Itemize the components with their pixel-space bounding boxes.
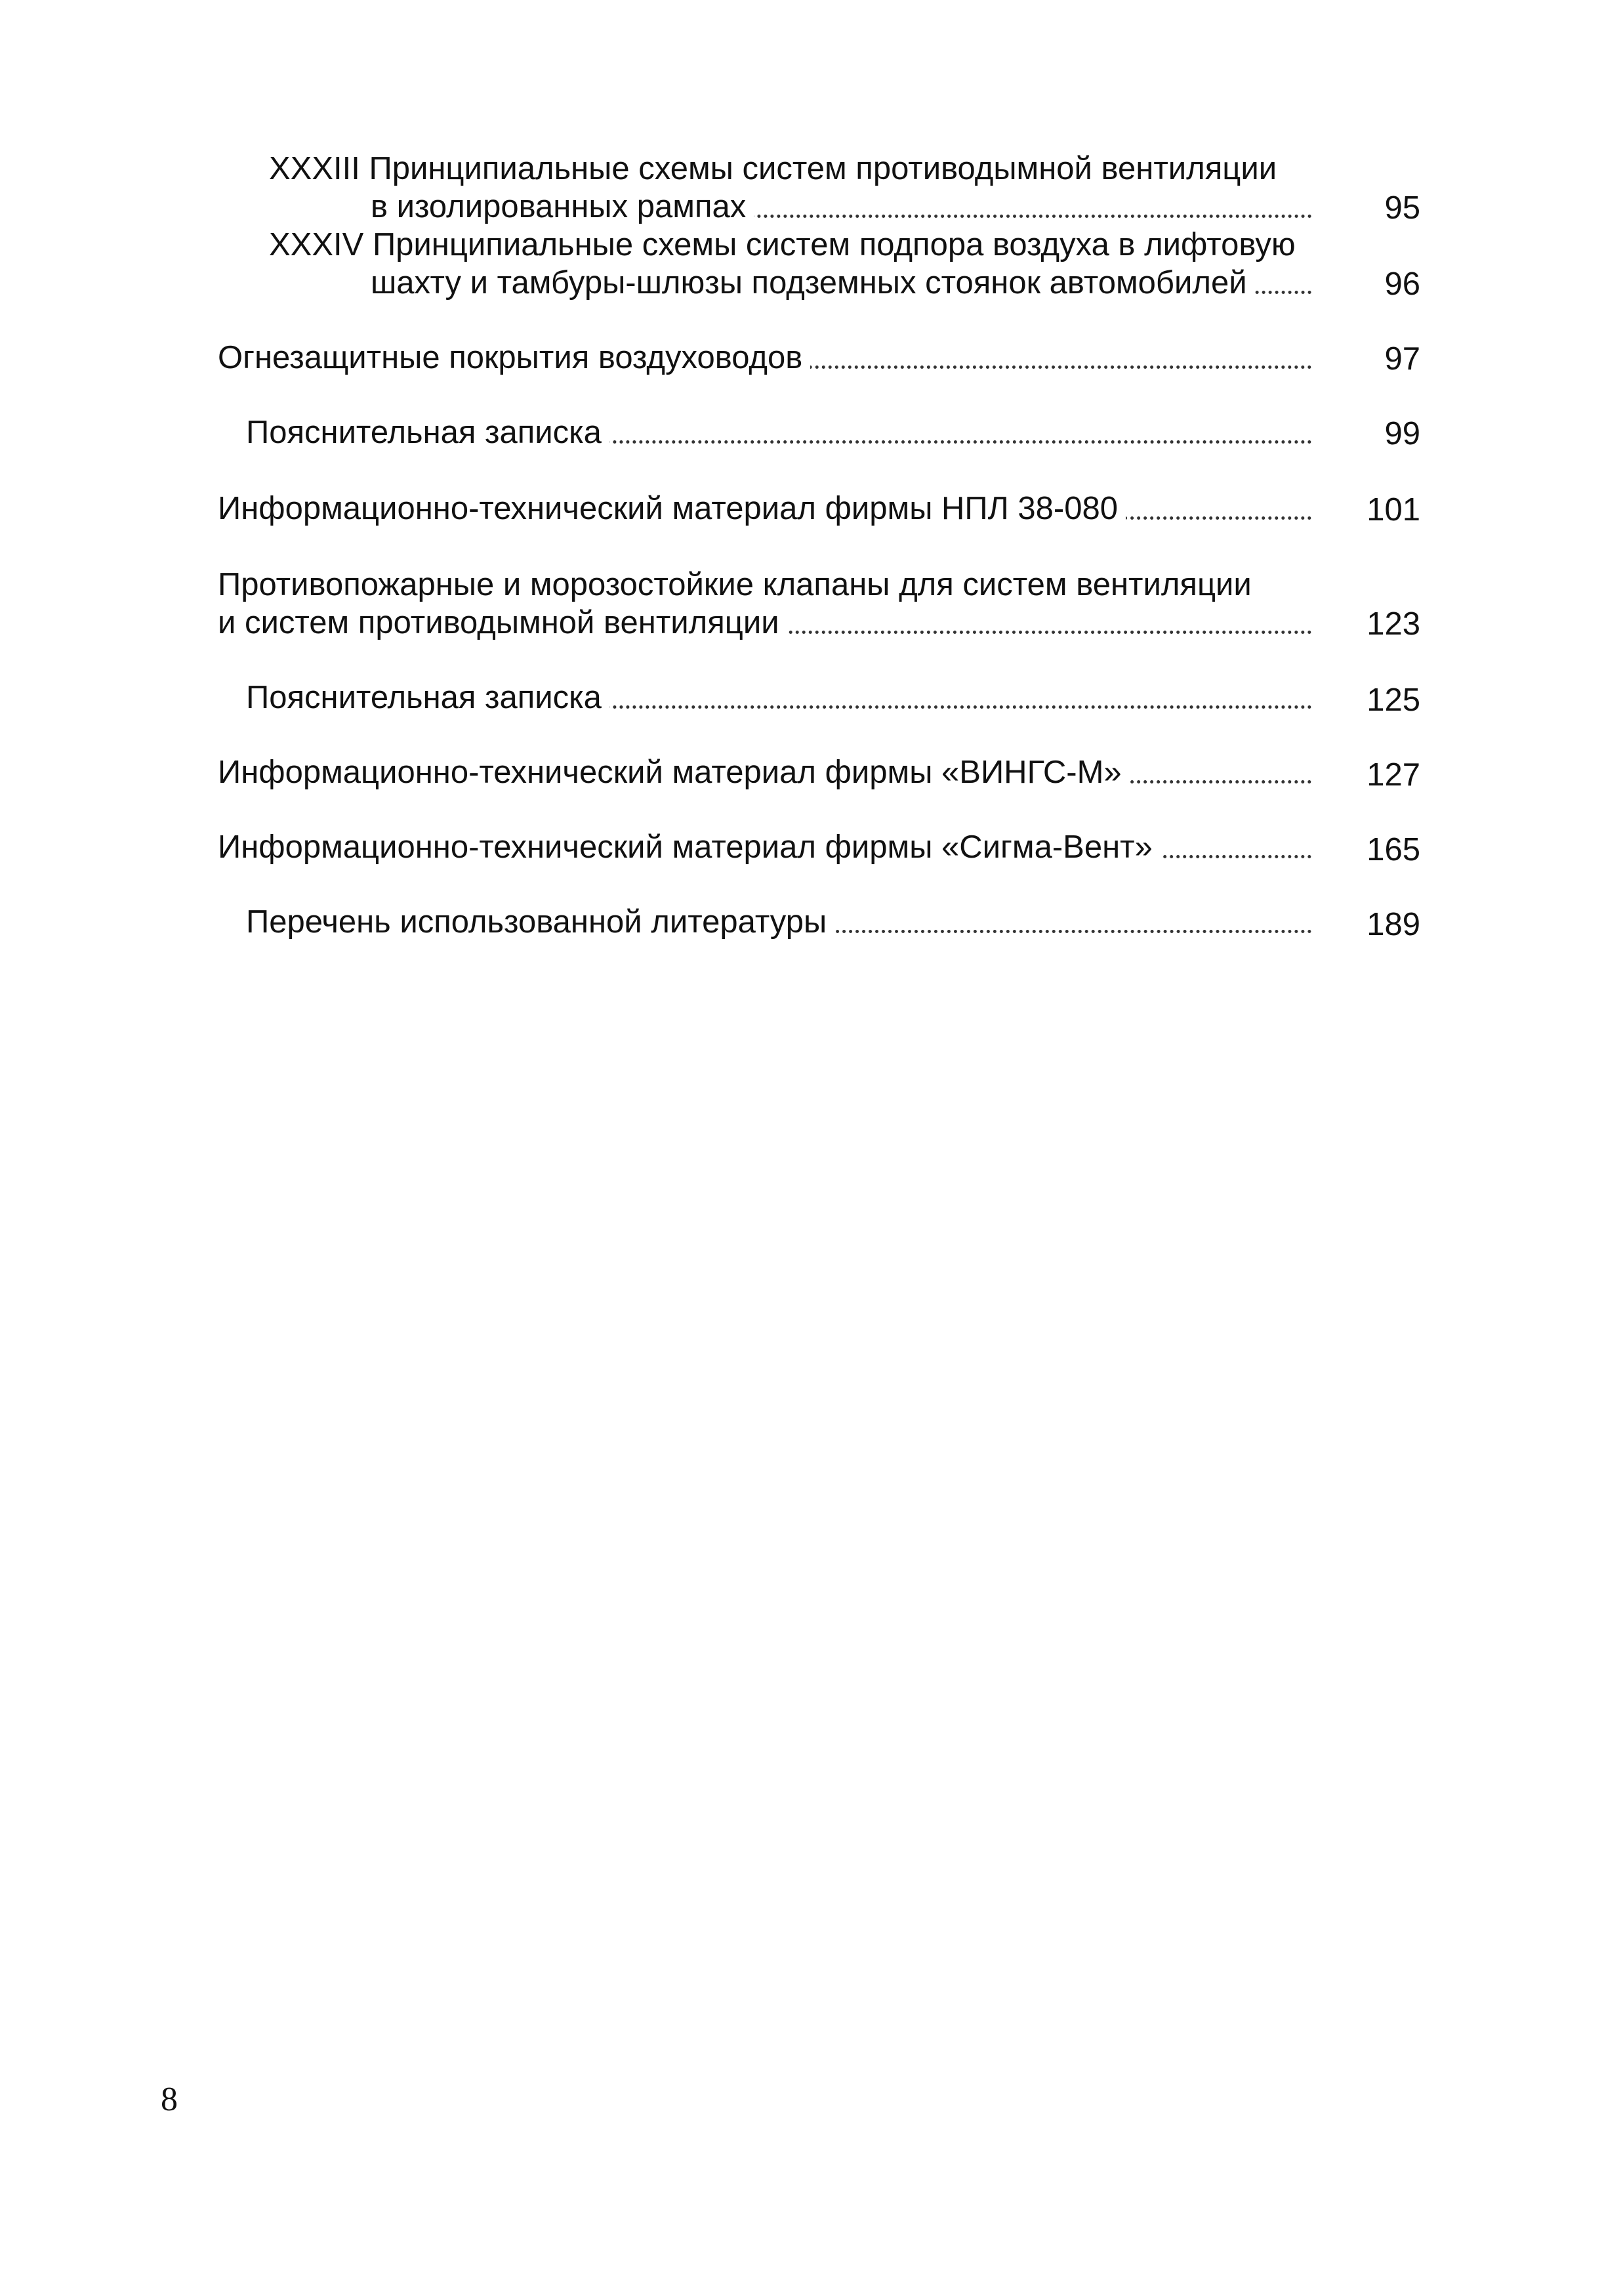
toc-entry-references[interactable] (246, 903, 1312, 941)
toc-entry-34-text: шахту и тамбуры-шлюзы подземных стоянок автомобилей (371, 265, 1255, 301)
toc-entry-vings-m-text: Информационно-технический материал фирмы «ВИНГС-М» (218, 755, 1130, 790)
toc-entry-sigma-vent[interactable] (218, 828, 1312, 866)
toc-entry-33-text: в изолированных рампах (371, 189, 754, 224)
toc-entry-references-page[interactable]: 189 (1367, 907, 1420, 942)
toc-entry-sigma-vent-page[interactable]: 165 (1367, 832, 1420, 867)
toc-entry-npl[interactable] (218, 490, 1312, 528)
toc-entry-explanatory-note-1[interactable] (246, 413, 1312, 451)
toc-entry-npl-text: Информационно-технический материал фирмы НПЛ 38-080 (218, 491, 1126, 526)
toc-entry-explanatory-note-2-text: Пояснительная записка (246, 680, 609, 715)
toc-entry-valves-title-line2[interactable] (218, 604, 1312, 642)
toc-entry-vings-m-page[interactable]: 127 (1367, 757, 1420, 793)
toc-entry-valves-text: и систем противодымной вентиляции (218, 605, 787, 640)
toc-entry-npl-page[interactable]: 101 (1367, 492, 1420, 528)
page-number: 8 (161, 2081, 178, 2118)
toc-entry-sigma-vent-text: Информационно-технический материал фирмы «Сигма-Вент» (218, 829, 1161, 865)
toc-entry-33-title-line2[interactable] (371, 188, 1312, 226)
toc-entry-explanatory-note-2-page[interactable]: 125 (1367, 682, 1420, 718)
toc-entry-valves-page[interactable]: 123 (1367, 606, 1420, 642)
toc-entry-explanatory-note-2[interactable] (246, 678, 1312, 717)
toc-entry-explanatory-note-1-page[interactable]: 99 (1384, 416, 1420, 451)
toc-entry-fire-coatings-text: Огнезащитные покрытия воздуховодов (218, 340, 810, 375)
toc-entry-33-title-line1: XXXIII Принципиальные схемы систем противодымной вентиляции (269, 151, 1277, 186)
toc-entry-34-title-line1: XXXIV Принципиальные схемы систем подпора воздуха в лифтовую (269, 227, 1296, 262)
toc-entry-references-text: Перечень использованной литературы (246, 904, 834, 940)
toc-entry-explanatory-note-1-text: Пояснительная записка (246, 415, 609, 450)
toc-entry-fire-coatings[interactable] (218, 339, 1312, 377)
toc-entry-vings-m[interactable] (218, 753, 1312, 791)
toc-entry-34-page[interactable]: 96 (1384, 266, 1420, 302)
toc-entry-valves-title-line1: Противопожарные и морозостойкие клапаны для систем вентиляции (218, 567, 1252, 602)
toc-entry-fire-coatings-page[interactable]: 97 (1384, 341, 1420, 377)
toc-entry-34-title-line2[interactable] (371, 264, 1312, 302)
toc-entry-33-page[interactable]: 95 (1384, 190, 1420, 226)
